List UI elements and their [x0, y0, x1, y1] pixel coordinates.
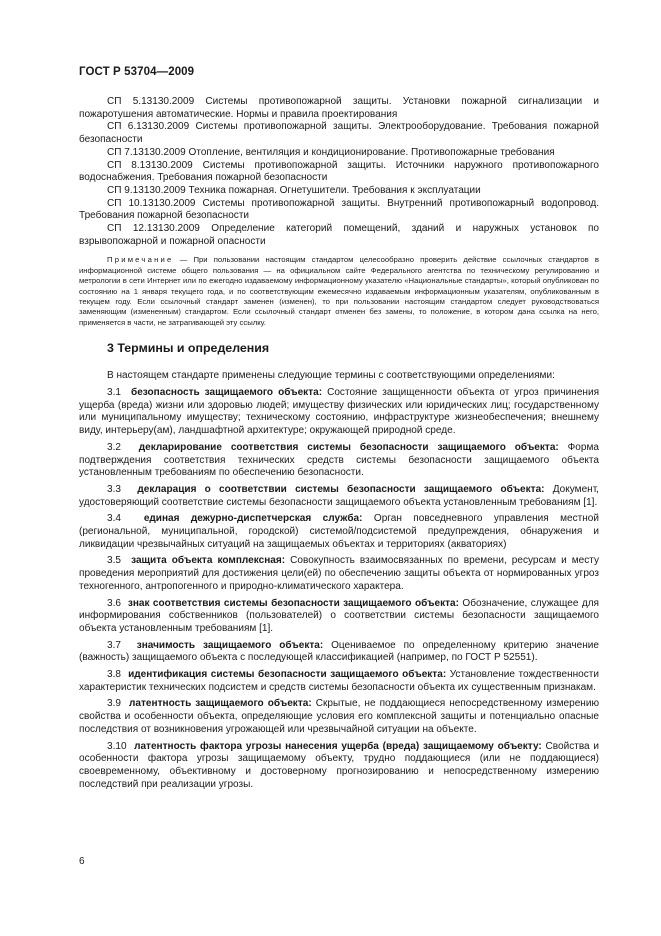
page-content	[79, 96, 599, 791]
reference-item: СП 9.13130.2009 Техника пожарная. Огнетушители. Требования к эксплуатации	[107, 184, 481, 196]
definition-text: Скрытые, не поддающиеся непосредственному измерению свойства и особенности объекта, определяющие условия его комплексной защиты и потенциально опасные последствия от возникновения угрожающей или чрезвычайной ситуации на объекте.	[79, 698, 599, 735]
definition-number: 3.3	[107, 483, 121, 495]
reference-item: СП 6.13130.2009 Системы противопожарной защиты. Электрооборудование. Требования пожарной безопасности	[79, 121, 599, 146]
note-label: Примечание	[107, 255, 174, 265]
definition-term: единая дежурно-диспетчерская служба:	[143, 513, 363, 525]
definition-term: безопасность защищаемого объекта:	[131, 386, 323, 398]
definition-item	[79, 741, 599, 792]
definition-text: Форма подтверждения соответствия технических средств системы безопасности защищаемого объекта установленным требованиям по обеспечению безопасности.	[79, 441, 599, 479]
page-header-standard: ГОСТ Р 53704—2009	[79, 66, 195, 78]
definition-text: Документ, удостоверяющий соответствие системы безопасности защищаемого объекта установленным требованиям [1].	[79, 483, 599, 508]
definition-item	[79, 513, 599, 551]
definition-number: 3.5	[107, 555, 121, 567]
definition-number: 3.9	[107, 698, 121, 710]
definition-number: 3.10	[107, 740, 127, 752]
reference-item: СП 10.13130.2009 Системы противопожарной защиты. Внутренний противопожарный водопровод. Требования пожарной безопасности	[79, 197, 599, 222]
definition-item	[79, 442, 599, 480]
definition-item	[79, 555, 599, 593]
definition-term: защита объекта комплексная:	[131, 555, 286, 567]
reference-item: СП 8.13130.2009 Системы противопожарной защиты. Источники наружного противопожарного водоснабжения. Требования пожарной безопасности	[79, 159, 599, 184]
definition-number: 3.7	[107, 639, 121, 651]
reference-item: СП 12.13130.2009 Определение категорий помещений, зданий и наружных установок по взрывопожарной и пожарной опасности	[79, 223, 599, 247]
definition-text: Орган повседневного управления местной (региональной, муниципальной, городской) системой/подсистемой предупреждения, обнаружения и ликвидации чрезвычайных ситуаций на защищаемых объектах и территориях (акваториях)	[79, 513, 599, 550]
definition-text: Совокупность взаимосвязанных по времени, ресурсам и месту проведения мероприятий для достижения цели(ей) по обеспечению защиты объекта от нормированных угроз техногенного, антропогенного и природно-климатического характера.	[79, 555, 600, 592]
section-intro: В настоящем стандарте применены следующие термины с соответствующими определениями:	[107, 370, 555, 382]
definition-item	[79, 387, 599, 438]
definition-item	[79, 640, 599, 665]
definition-term: латентность защищаемого объекта:	[129, 698, 312, 710]
definition-item	[79, 598, 599, 636]
definition-item	[79, 698, 599, 736]
definition-number: 3.6	[107, 597, 121, 609]
definition-number: 3.2	[107, 441, 121, 453]
definition-number: 3.4	[107, 513, 121, 525]
note-text: — При пользовании настоящим стандартом целесообразно проверить действие ссылочных стандартов в информационной системе общего пользования — на официальном сайте Федерального агентства по техническому регулированию и метрологии в сети Интернет или по ежегодно издаваемому информационному указателю «Национальные стандарты», который опубликован по состоянию на 1 января текущего года, и по соответствующим ежемесячно издаваемым информационным указателям, опубликованным в текущем году. Если ссылочный стандарт заменен (изменен), то при пользовании настоящим стандартом следует руководствоваться заменяющим (измененным) стандартом. Если ссылочный стандарт отменен без замены, то положение, в котором дана ссылка на него, применяется в части, не затрагивающей эту ссылку.	[79, 255, 599, 327]
definition-text: Свойства и особенности фактора угрозы защищаемому объекту, трудно поддающиеся (или не поддающиеся) своевременному, объективному и достоверному прогнозированию и непосредственному измерению последствий при реализации угрозы.	[79, 740, 600, 790]
definition-term: значимость защищаемого объекта:	[136, 639, 324, 651]
definition-text: Оцениваемое по определенному критерию значение (важность) защищаемого объекта с последующей классификацией (например, по ГОСТ Р 52551).	[79, 639, 599, 664]
definition-text: Состояние защищенности объекта от угроз причинения ущерба (вреда) жизни или здоровью людей; имуществу физических или юридических лиц; государственному или муниципальному имуществу; техническому состоянию, инфраструктуре жизнеобеспечения; внешнему виду, интерьеру(ам), ландшафтной архитектуре; окружающей природной среде.	[79, 386, 600, 437]
definition-term: декларирование соответствия системы безопасности защищаемого объекта:	[138, 441, 559, 453]
section-title: 3 Термины и определения	[107, 341, 270, 356]
definition-number: 3.8	[107, 669, 121, 681]
reference-item: СП 7.13130.2009 Отопление, вентиляция и кондиционирование. Противопожарные требования	[107, 146, 555, 158]
definition-text: Обозначение, служащее для информирования собственников (пользователей) о соответствии системы безопасности защищаемого объекта установленным требованиям [1].	[79, 597, 599, 634]
definition-term: идентификация системы безопасности защищаемого объекта:	[128, 669, 447, 681]
definition-text: Установление тождественности характеристик технических подсистем и средств системы безопасности объекта их существенным признакам.	[79, 669, 600, 693]
page-number: 6	[79, 856, 85, 867]
definition-term: латентность фактора угрозы нанесения ущерба (вреда) защищаемому объекту:	[134, 740, 542, 752]
definition-number: 3.1	[107, 386, 121, 398]
definition-item	[79, 484, 599, 509]
definition-item	[79, 669, 599, 694]
definition-term: знак соответствия системы безопасности защищаемого объекта:	[127, 597, 459, 609]
note-paragraph	[79, 255, 599, 328]
definition-term: декларация о соответствии системы безопасности защищаемого объекта:	[137, 483, 545, 495]
reference-item: СП 5.13130.2009 Системы противопожарной защиты. Установки пожарной сигнализации и пожаротушения автоматические. Нормы и правила проектирования	[79, 96, 599, 120]
